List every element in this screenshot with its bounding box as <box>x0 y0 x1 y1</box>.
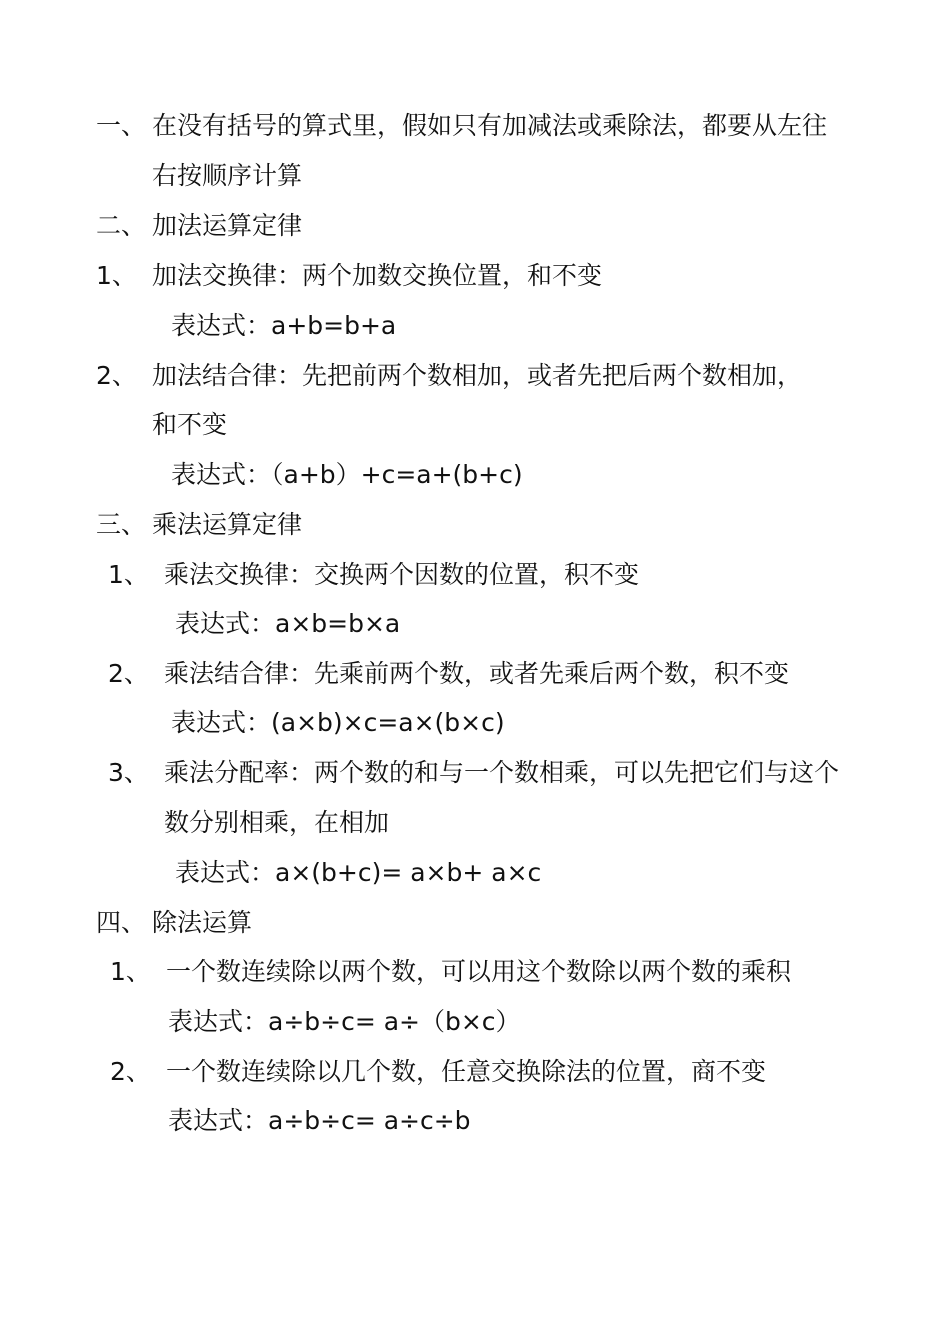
section-title: 加法运算定律 <box>152 211 303 240</box>
item-number: 1、 <box>96 261 137 290</box>
section-1-continuation: 右按顺序计算 <box>152 161 303 190</box>
rule-text-continuation: 数分别相乘，在相加 <box>164 808 390 837</box>
formula: 表达式：（a+b）+c=a+(b+c) <box>171 460 523 489</box>
item-number: 2、 <box>96 361 137 390</box>
formula: 表达式：a÷b÷c= a÷（b×c） <box>168 1007 521 1036</box>
formula: 表达式：(a×b)×c=a×(b×c) <box>171 708 505 737</box>
rule-text: 加法结合律：先把前两个数相加，或者先把后两个数相加， <box>152 361 803 390</box>
section-number: 四、 <box>96 908 147 937</box>
section-number: 三、 <box>96 510 147 539</box>
rule-text: 乘法分配率：两个数的和与一个数相乘，可以先把它们与这个 <box>164 758 840 787</box>
formula: 表达式：a÷b÷c= a÷c÷b <box>168 1106 471 1135</box>
item-number: 2、 <box>108 659 149 688</box>
rule-text: 一个数连续除以两个数，可以用这个数除以两个数的乘积 <box>166 957 792 986</box>
section-number: 二、 <box>96 211 147 240</box>
rule-text: 乘法结合律：先乘前两个数，或者先乘后两个数，积不变 <box>164 659 790 688</box>
formula: 表达式：a+b=b+a <box>171 311 397 340</box>
rule-text: 加法交换律：两个加数交换位置，和不变 <box>152 261 603 290</box>
item-number: 2、 <box>110 1057 151 1086</box>
item-number: 1、 <box>108 560 149 589</box>
section-title: 乘法运算定律 <box>152 510 303 539</box>
rule-text: 一个数连续除以几个数，任意交换除法的位置，商不变 <box>166 1057 767 1086</box>
section-number: 一、 <box>96 111 147 140</box>
section-title: 除法运算 <box>152 908 253 937</box>
rule-text: 乘法交换律：交换两个因数的位置，积不变 <box>164 560 640 589</box>
formula: 表达式：a×(b+c)= a×b+ a×c <box>175 858 542 887</box>
formula: 表达式：a×b=b×a <box>175 609 401 638</box>
item-number: 3、 <box>108 758 149 787</box>
item-number: 1、 <box>110 957 151 986</box>
rule-text-continuation: 和不变 <box>152 410 228 439</box>
section-text: 在没有括号的算式里，假如只有加减法或乘除法，都要从左往 <box>152 111 828 140</box>
